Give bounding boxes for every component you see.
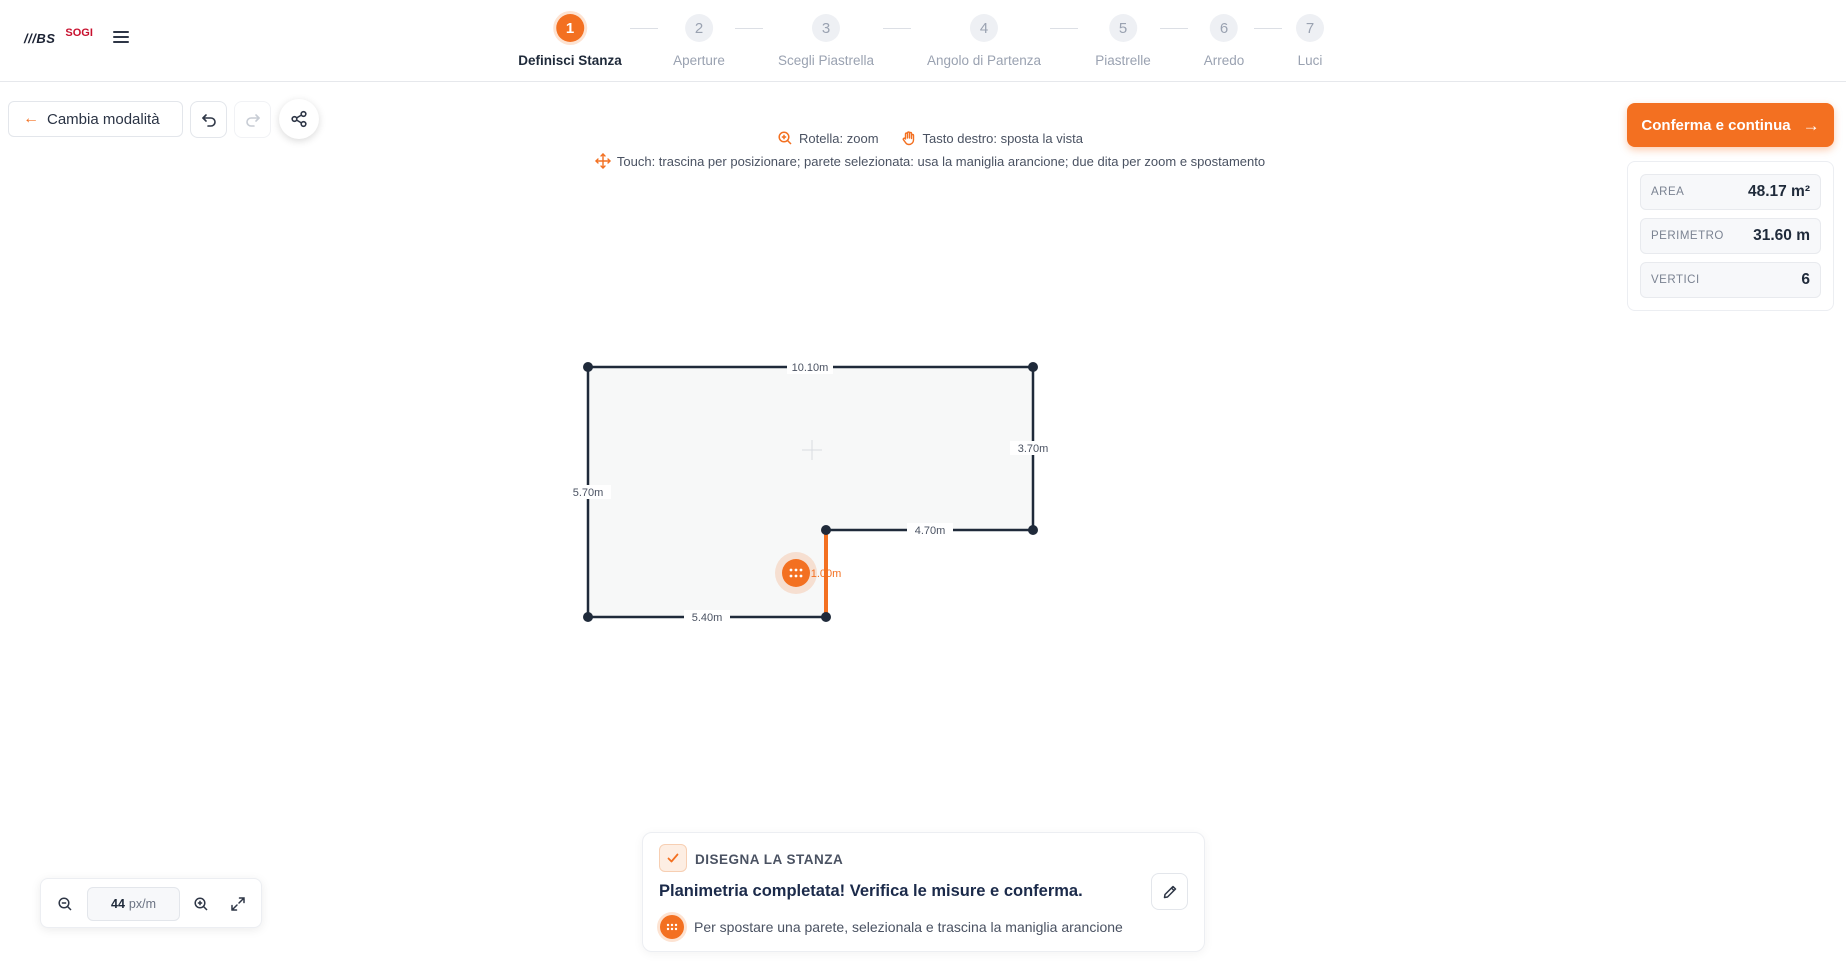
vertex-1[interactable] xyxy=(583,362,593,372)
arrow-left-icon: ← xyxy=(23,110,39,127)
step-1-definisci-stanza[interactable]: 1 Definisci Stanza xyxy=(518,14,622,68)
redo-icon xyxy=(245,112,261,128)
stat-perimeter: PERIMETRO 31.60 m xyxy=(1640,218,1821,254)
card-message: Planimetria completata! Verifica le misure e conferma. xyxy=(659,882,1083,900)
zoom-out-button[interactable] xyxy=(53,892,77,916)
room-canvas[interactable] xyxy=(560,350,1060,630)
move-icon xyxy=(595,153,611,169)
hint-pan: Tasto destro: sposta la vista xyxy=(922,130,1083,146)
step-connector xyxy=(630,28,658,29)
wall-label-left: 5.70m xyxy=(572,487,604,499)
canvas-hints xyxy=(560,128,1300,171)
step-connector xyxy=(1050,28,1078,29)
check-icon xyxy=(659,844,687,872)
drag-handle-icon xyxy=(660,915,684,939)
card-title: DISEGNA LA STANZA xyxy=(695,852,844,867)
zoom-in-icon xyxy=(777,130,793,146)
change-mode-button[interactable] xyxy=(8,101,183,137)
stat-vertices: VERTICI 6 xyxy=(1640,262,1821,298)
change-mode-label: Cambia modalità xyxy=(47,110,160,128)
hint-zoom: Rotella: zoom xyxy=(799,130,879,146)
confirm-label: Conferma e continua xyxy=(1641,116,1791,134)
top-bar xyxy=(0,0,1846,82)
wall-label-right: 3.70m xyxy=(1017,443,1049,455)
zoom-in-button[interactable] xyxy=(189,892,213,916)
step-connector xyxy=(1160,28,1188,29)
confirm-continue-button[interactable] xyxy=(1627,103,1834,147)
edit-button[interactable] xyxy=(1151,873,1188,910)
vertex-5[interactable] xyxy=(821,612,831,622)
wall-label-inner-horizontal: 4.70m xyxy=(914,525,946,537)
vertex-4[interactable] xyxy=(821,525,831,535)
step-2-aperture[interactable]: 2 Aperture xyxy=(673,14,725,68)
wall-label-bottom: 5.40m xyxy=(691,612,723,624)
zoom-controls xyxy=(40,878,262,928)
hint-touch: Touch: trascina per posizionare; parete selezionata: usa la maniglia arancione; due dita per zoom e spostamento xyxy=(616,153,1266,169)
expand-icon xyxy=(230,896,246,912)
step-3-scegli-piastrella[interactable]: 3 Scegli Piastrella xyxy=(778,14,874,68)
wall-drag-handle[interactable] xyxy=(775,552,817,594)
step-6-arredo[interactable]: 6 Arredo xyxy=(1204,14,1245,68)
stat-area: AREA 48.17 m² xyxy=(1640,174,1821,210)
instruction-card xyxy=(642,832,1205,952)
vertex-3[interactable] xyxy=(1028,525,1038,535)
wall-label-inner-vertical: 1.00m xyxy=(810,568,842,580)
undo-button[interactable] xyxy=(190,101,227,138)
hamburger-menu-icon[interactable] xyxy=(113,30,129,44)
step-5-piastrelle[interactable]: 5 Piastrelle xyxy=(1095,14,1151,68)
step-connector xyxy=(1254,28,1282,29)
pencil-icon xyxy=(1162,884,1178,900)
hand-icon xyxy=(901,130,917,146)
step-connector xyxy=(735,28,763,29)
step-7-luci[interactable]: 7 Luci xyxy=(1296,14,1324,68)
wall-label-top: 10.10m xyxy=(791,362,829,374)
room-stats-panel xyxy=(1627,161,1834,311)
arrow-right-icon: → xyxy=(1802,115,1820,135)
vertex-6[interactable] xyxy=(583,612,593,622)
logo-sogi: SOGI xyxy=(65,27,93,39)
zoom-in-icon xyxy=(193,896,209,912)
redo-button[interactable] xyxy=(234,101,271,138)
step-4-angolo-di-partenza[interactable]: 4 Angolo di Partenza xyxy=(927,14,1041,68)
undo-icon xyxy=(201,112,217,128)
step-connector xyxy=(883,28,911,29)
brand-logo xyxy=(24,28,93,48)
card-subtext: Per spostare una parete, selezionala e trascina la maniglia arancione xyxy=(694,919,1123,935)
logo-bs: ///BS xyxy=(24,30,56,46)
share-icon xyxy=(290,110,308,128)
share-button[interactable] xyxy=(279,99,319,139)
vertex-2[interactable] xyxy=(1028,362,1038,372)
fit-to-screen-button[interactable] xyxy=(226,892,250,916)
zoom-level-field[interactable]: 44 px/m xyxy=(87,887,180,921)
zoom-out-icon xyxy=(57,896,73,912)
